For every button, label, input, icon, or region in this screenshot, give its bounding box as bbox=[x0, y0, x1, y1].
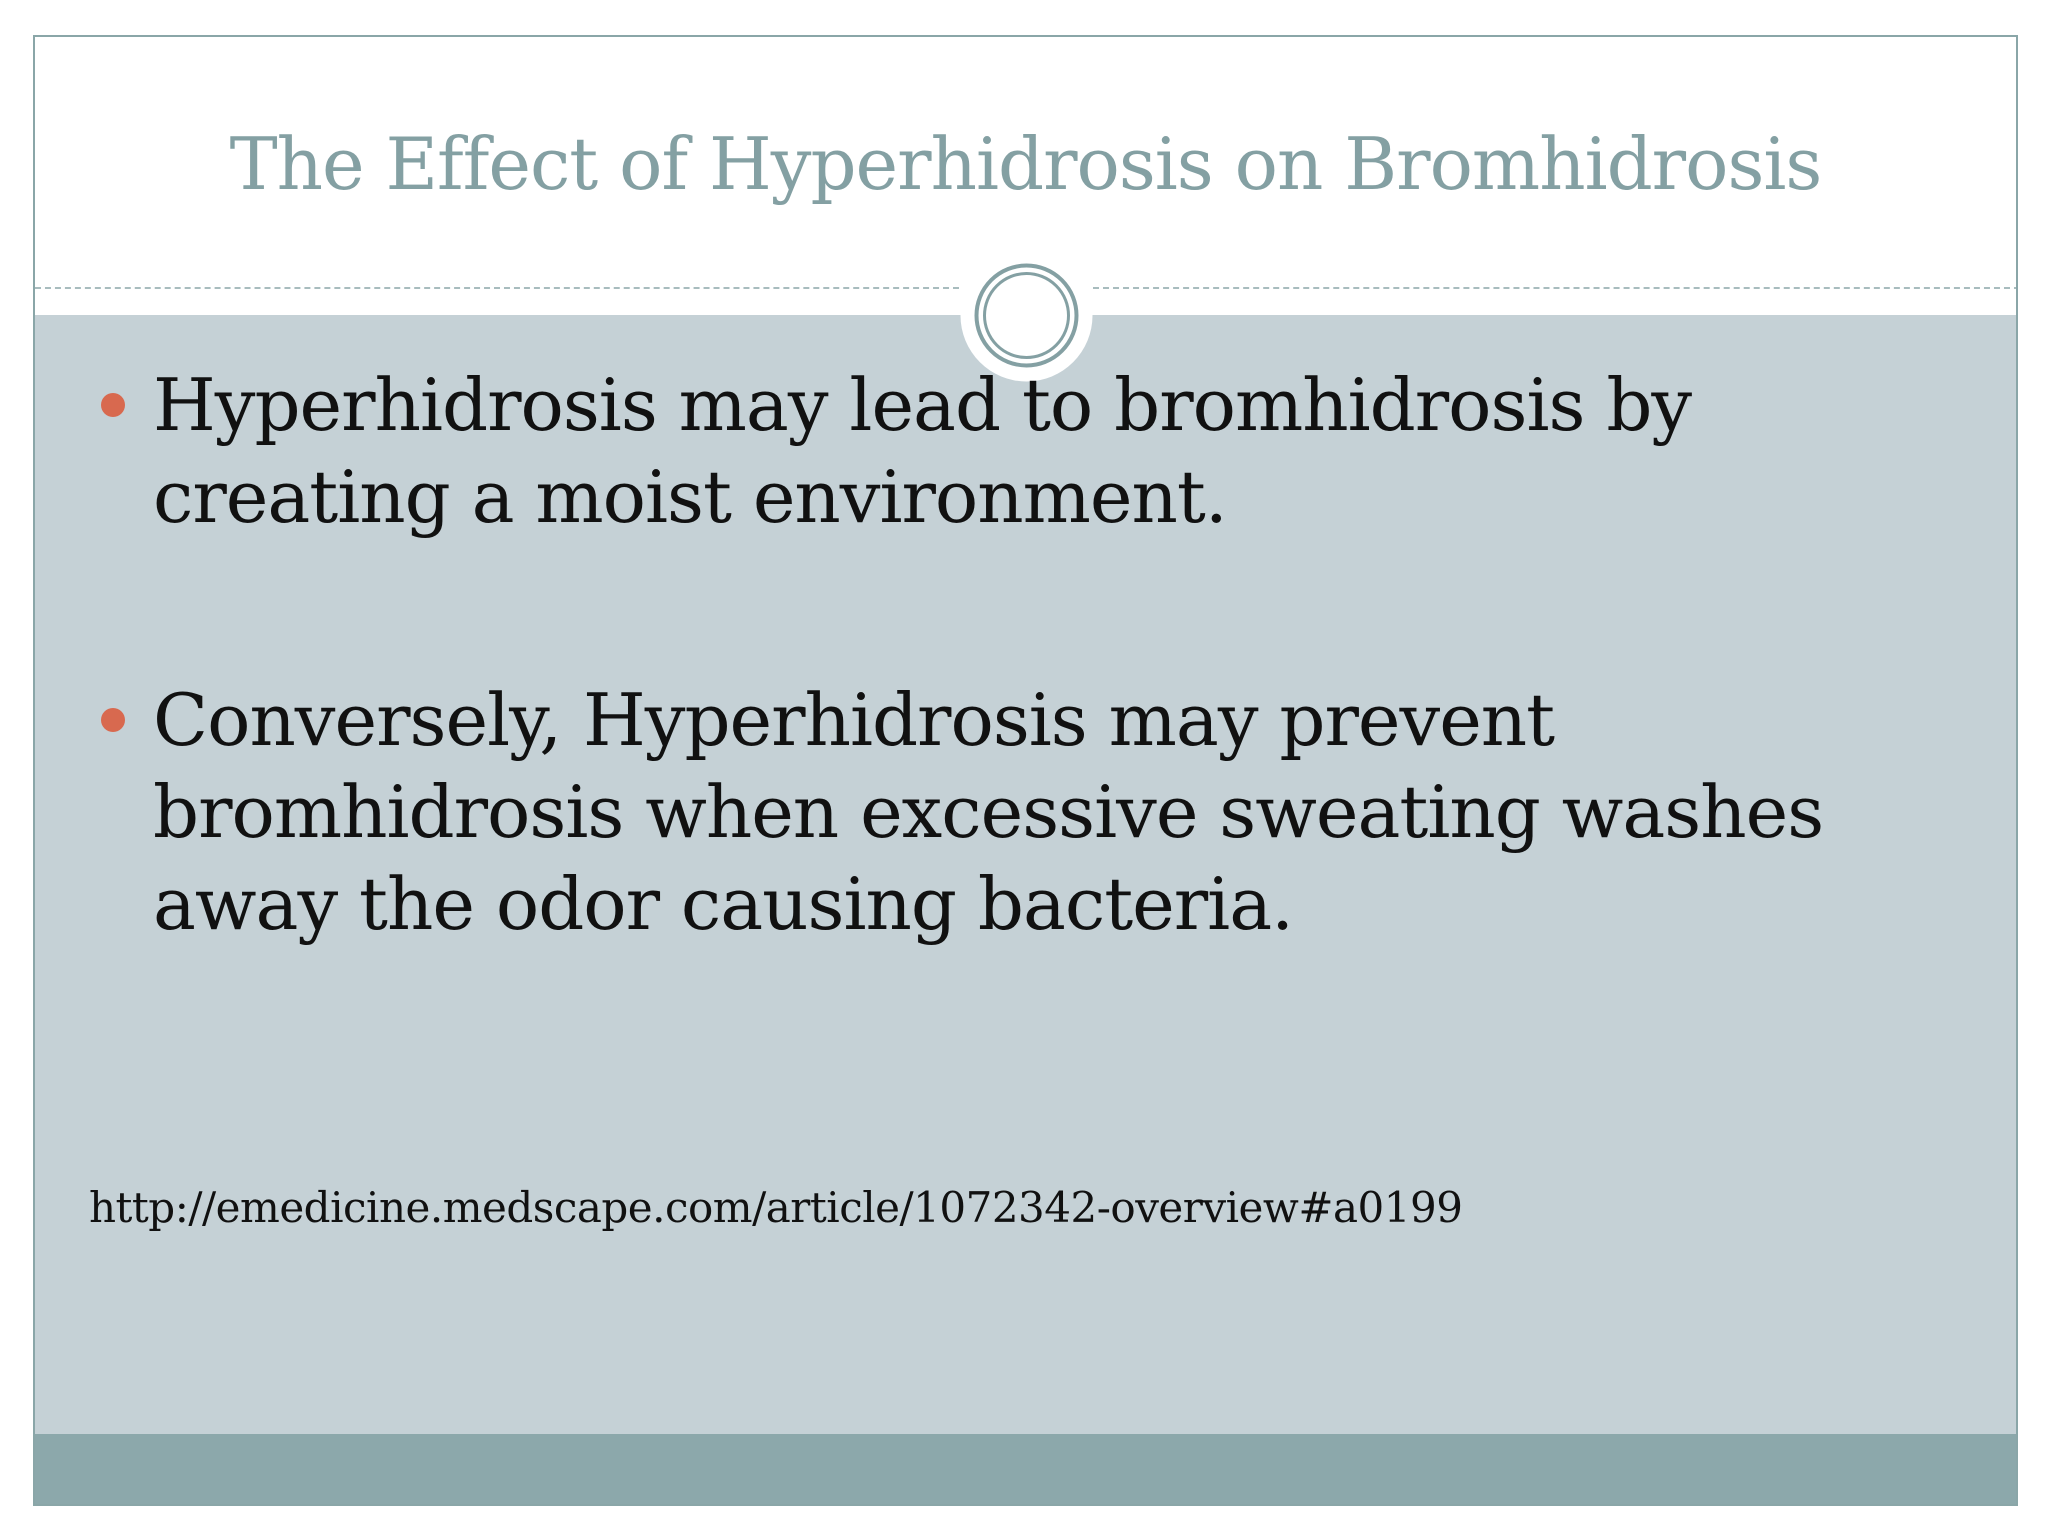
bullet-text: Hyperhidrosis may lead to bromhidrosis by creating a moist environment. bbox=[153, 363, 1692, 539]
footer-bar bbox=[35, 1434, 2016, 1504]
slide-title: The Effect of Hyperhidrosis on Bromhidrosis bbox=[229, 122, 1822, 206]
filled-circle-bullet-icon bbox=[101, 393, 125, 417]
source-link[interactable]: http://emedicine.medscape.com/article/1072342-overview#a0199 bbox=[89, 1183, 1463, 1232]
slide bbox=[33, 35, 2018, 1506]
bullet-item bbox=[153, 674, 1973, 950]
bullet-list bbox=[35, 37, 2016, 1504]
bullet-text: Conversely, Hyperhidrosis may prevent bromhidrosis when excessive sweating washes away the odor causing bacteria. bbox=[153, 678, 1824, 946]
bullet-item bbox=[153, 359, 1973, 543]
filled-circle-bullet-icon bbox=[101, 708, 125, 732]
